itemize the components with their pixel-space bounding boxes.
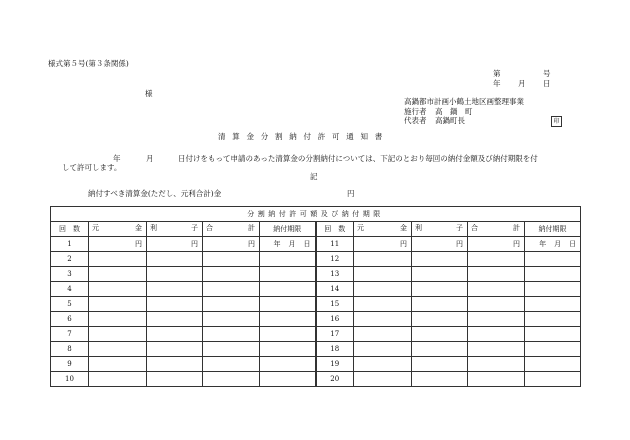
- kigen-cell-left: [260, 357, 316, 372]
- row-number-left: 5: [51, 297, 89, 312]
- date-year-label: 年: [539, 239, 547, 248]
- rishi-cell-left: [147, 252, 203, 267]
- rishi-cell-right: [412, 297, 468, 312]
- gankin-cell-right: 円: [354, 237, 412, 252]
- header-rishi: [147, 222, 203, 237]
- rishi-cell-left: [147, 282, 203, 297]
- row-number-left: 2: [51, 252, 89, 267]
- date-month-label: 月: [554, 239, 562, 248]
- row-number-right: 18: [316, 342, 354, 357]
- table-row: [51, 252, 581, 267]
- total-unit: 円: [347, 189, 355, 198]
- row-number-right: 19: [316, 357, 354, 372]
- body-year: 年: [113, 154, 121, 163]
- gankin-cell-right: [354, 297, 412, 312]
- kigen-cell-right: [525, 267, 581, 282]
- gankin-cell-right: [354, 372, 412, 387]
- table-row: [51, 282, 581, 297]
- row-number-left: 1: [51, 237, 89, 252]
- header-gankin-2: 金: [135, 224, 142, 232]
- gankin-cell-right: [354, 282, 412, 297]
- gankin-cell-right: [354, 357, 412, 372]
- goukei-cell-right: [468, 282, 525, 297]
- gankin-cell-left: [89, 372, 147, 387]
- kigen-cell-right: [525, 312, 581, 327]
- table-row: [51, 237, 581, 252]
- kigen-cell-left: [260, 297, 316, 312]
- goukei-cell-right: [468, 357, 525, 372]
- goukei-cell-right: [468, 312, 525, 327]
- row-number-left: 4: [51, 282, 89, 297]
- kigen-cell-left: [260, 237, 316, 252]
- kigen-cell-right: [525, 327, 581, 342]
- gankin-cell-left: 円: [89, 237, 147, 252]
- rishi-cell-left: [147, 357, 203, 372]
- date-year: 年: [493, 79, 501, 88]
- gankin-cell-left: [89, 312, 147, 327]
- kigen-cell-left: [260, 372, 316, 387]
- header-rishi-right-2: 子: [456, 224, 463, 232]
- header-goukei-right-2: 計: [513, 224, 520, 232]
- header-goukei-2: 計: [248, 224, 255, 232]
- row-number-left: 6: [51, 312, 89, 327]
- table-title: 分割納付許可額及び納付期限: [51, 207, 581, 222]
- gankin-cell-left: [89, 342, 147, 357]
- header-rishi-right-1: 利: [415, 224, 422, 232]
- ki-marker: 記: [310, 172, 318, 181]
- body-month: 月: [146, 154, 154, 163]
- header-rishi-2: 子: [191, 224, 198, 232]
- issuer-executor-label: 施行者: [404, 107, 427, 116]
- header-goukei-right: [468, 222, 525, 237]
- goukei-cell-right: [468, 252, 525, 267]
- table-title-row: [51, 207, 581, 222]
- goukei-cell-left: [203, 252, 260, 267]
- gankin-cell-right: [354, 327, 412, 342]
- kigen-cell-left: [260, 342, 316, 357]
- goukei-cell-right: 円: [468, 237, 525, 252]
- rishi-cell-left: [147, 297, 203, 312]
- row-number-left: 3: [51, 267, 89, 282]
- kigen-cell-left: [260, 327, 316, 342]
- table-row: [51, 312, 581, 327]
- rishi-cell-right: [412, 282, 468, 297]
- rishi-cell-left: [147, 327, 203, 342]
- rishi-cell-left: [147, 372, 203, 387]
- installment-table: [50, 206, 581, 387]
- gankin-cell-left: [89, 327, 147, 342]
- header-gankin-right-2: 金: [400, 224, 407, 232]
- row-number-left: 10: [51, 372, 89, 387]
- row-number-right: 14: [316, 282, 354, 297]
- kigen-cell-right: [525, 342, 581, 357]
- issuer-rep: 高鍋町長: [435, 116, 465, 125]
- gankin-cell-left: [89, 282, 147, 297]
- addressee-suffix: 様: [145, 89, 153, 98]
- rishi-cell-left: [147, 342, 203, 357]
- table-row: [51, 297, 581, 312]
- date-month-label: 月: [288, 239, 296, 248]
- gankin-cell-left: [89, 267, 147, 282]
- table-row: [51, 357, 581, 372]
- header-kaisu-right: 回 数: [316, 222, 354, 237]
- goukei-cell-right: [468, 297, 525, 312]
- seal-mark: 印: [551, 116, 562, 127]
- table-row: [51, 372, 581, 387]
- rishi-cell-right: [412, 267, 468, 282]
- date-day: 日: [543, 79, 551, 88]
- document-title: 清算金分割納付許可通知書: [218, 132, 389, 141]
- header-gankin: [89, 222, 147, 237]
- gankin-cell-left: [89, 252, 147, 267]
- number-dai: 第: [493, 69, 501, 78]
- issuer-rep-label: 代表者: [404, 116, 427, 125]
- body-line2: して許可します。: [62, 163, 122, 172]
- date-year-label: 年: [273, 239, 281, 248]
- header-kaisu: 回 数: [51, 222, 89, 237]
- row-number-right: 20: [316, 372, 354, 387]
- goukei-cell-left: [203, 297, 260, 312]
- goukei-cell-left: 円: [203, 237, 260, 252]
- header-goukei-1: 合: [206, 224, 213, 232]
- goukei-cell-left: [203, 372, 260, 387]
- rishi-cell-right: 円: [412, 237, 468, 252]
- header-rishi-1: 利: [150, 224, 157, 232]
- kigen-cell-right: [525, 282, 581, 297]
- gankin-cell-left: [89, 297, 147, 312]
- header-gankin-right: [354, 222, 412, 237]
- gankin-cell-left: [89, 357, 147, 372]
- header-kigen-right: 納付期限: [525, 222, 581, 237]
- rishi-cell-right: [412, 372, 468, 387]
- kigen-cell-right: [525, 237, 581, 252]
- rishi-cell-right: [412, 327, 468, 342]
- row-number-right: 11: [316, 237, 354, 252]
- date-day-label: 日: [303, 239, 311, 248]
- row-number-right: 16: [316, 312, 354, 327]
- row-number-right: 15: [316, 297, 354, 312]
- issuer-project: 高鍋都市計画小鶴土地区画整理事業: [404, 97, 524, 106]
- rishi-cell-left: [147, 312, 203, 327]
- rishi-cell-left: 円: [147, 237, 203, 252]
- kigen-cell-left: [260, 282, 316, 297]
- form-number: 様式第５号(第３条関係): [48, 59, 129, 68]
- goukei-cell-right: [468, 327, 525, 342]
- rishi-cell-left: [147, 267, 203, 282]
- row-number-right: 17: [316, 327, 354, 342]
- date-month: 月: [518, 79, 526, 88]
- rishi-cell-right: [412, 252, 468, 267]
- gankin-cell-right: [354, 267, 412, 282]
- body-line1: 日付けをもって申請のあった清算金の分割納付については、下記のとおり毎回の納付金額及び納付期限を付: [178, 154, 538, 163]
- issuer-executor: 高 鍋 町: [435, 107, 473, 116]
- rishi-cell-right: [412, 357, 468, 372]
- goukei-cell-left: [203, 282, 260, 297]
- kigen-cell-right: [525, 357, 581, 372]
- kigen-cell-right: [525, 372, 581, 387]
- goukei-cell-left: [203, 327, 260, 342]
- gankin-cell-right: [354, 312, 412, 327]
- row-number-left: 8: [51, 342, 89, 357]
- kigen-cell-right: [525, 252, 581, 267]
- goukei-cell-left: [203, 267, 260, 282]
- goukei-cell-right: [468, 342, 525, 357]
- kigen-cell-left: [260, 267, 316, 282]
- header-gankin-right-1: 元: [357, 224, 364, 232]
- row-number-left: 7: [51, 327, 89, 342]
- table-row: [51, 327, 581, 342]
- header-kigen: 納付期限: [260, 222, 316, 237]
- kigen-cell-right: [525, 297, 581, 312]
- row-number-right: 13: [316, 267, 354, 282]
- row-number-left: 9: [51, 357, 89, 372]
- rishi-cell-right: [412, 312, 468, 327]
- goukei-cell-right: [468, 372, 525, 387]
- kigen-cell-left: [260, 312, 316, 327]
- row-number-right: 12: [316, 252, 354, 267]
- goukei-cell-left: [203, 312, 260, 327]
- date-day-label: 日: [569, 239, 577, 248]
- number-go: 号: [543, 69, 551, 78]
- rishi-cell-right: [412, 342, 468, 357]
- header-goukei: [203, 222, 260, 237]
- kigen-cell-left: [260, 252, 316, 267]
- header-goukei-right-1: 合: [471, 224, 478, 232]
- table-row: [51, 267, 581, 282]
- total-label: 納付すべき清算金(ただし、元利合計)金: [88, 189, 222, 198]
- goukei-cell-right: [468, 267, 525, 282]
- goukei-cell-left: [203, 342, 260, 357]
- gankin-cell-right: [354, 342, 412, 357]
- table-row: [51, 342, 581, 357]
- table-header-row: [51, 222, 581, 237]
- header-gankin-1: 元: [92, 224, 99, 232]
- goukei-cell-left: [203, 357, 260, 372]
- gankin-cell-right: [354, 252, 412, 267]
- header-rishi-right: [412, 222, 468, 237]
